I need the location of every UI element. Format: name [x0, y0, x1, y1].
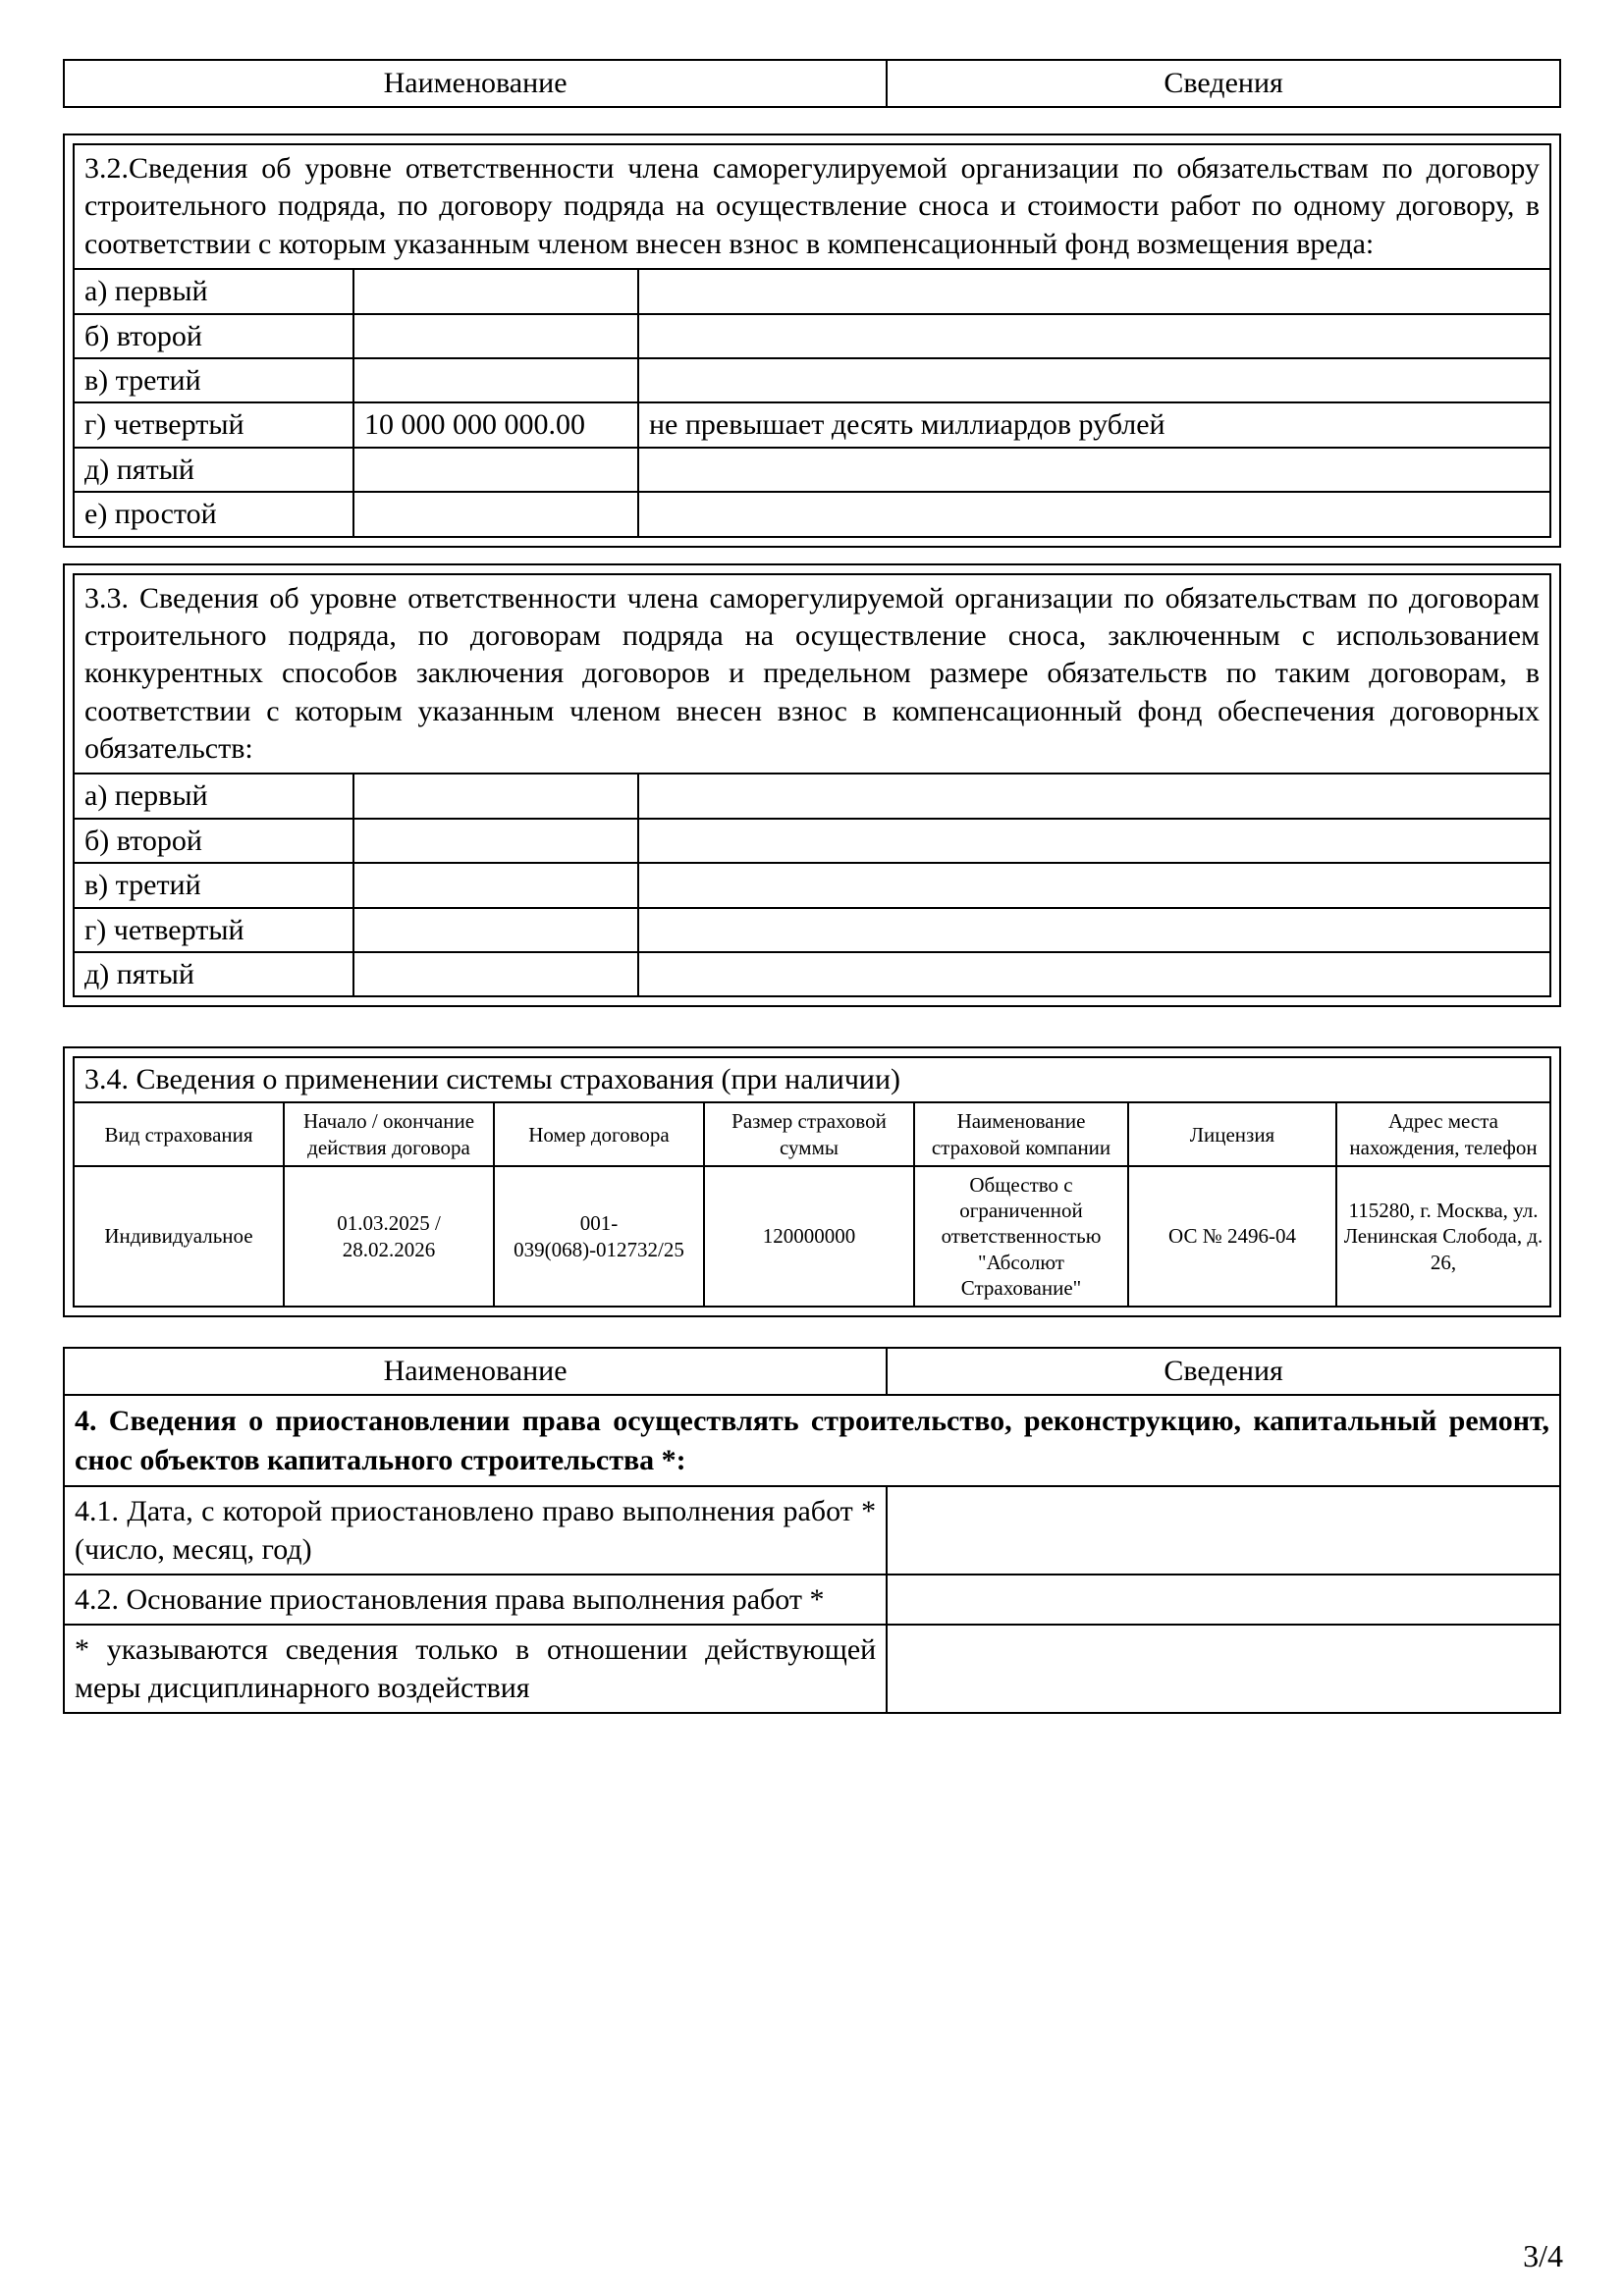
column-header-name: Наименование	[64, 1348, 887, 1395]
level-row	[74, 448, 1550, 492]
level-note-cell	[638, 492, 1550, 536]
level-note-cell	[638, 863, 1550, 907]
footnote-row	[64, 1625, 1560, 1713]
insurance-header-amount: Размер страховой суммы	[704, 1102, 914, 1166]
section-3-4-title: 3.4. Сведения о применении системы страхования (при наличии)	[74, 1057, 1550, 1102]
table-row	[74, 1057, 1550, 1102]
insurance-company-cell: Общество с ограниченной ответственностью "Абсолют Страхование"	[914, 1166, 1128, 1307]
insurance-address-cell: 115280, г. Москва, ул. Ленинская Слобода, д. 26,	[1336, 1166, 1550, 1307]
level-label-cell: г) четвертый	[74, 402, 353, 447]
level-row	[74, 908, 1550, 952]
level-value-cell	[353, 269, 638, 313]
level-row	[74, 952, 1550, 996]
level-row	[74, 358, 1550, 402]
insurance-header-row	[74, 1102, 1550, 1166]
row-value-cell	[887, 1575, 1560, 1625]
level-note-cell	[638, 908, 1550, 952]
level-note-cell: не превышает десять миллиардов рублей	[638, 402, 1550, 447]
suspension-date-row	[64, 1486, 1560, 1575]
level-note-cell	[638, 952, 1550, 996]
level-label-cell: б) второй	[74, 819, 353, 863]
insurance-table	[73, 1056, 1551, 1308]
insurance-license-cell: ОС № 2496-04	[1128, 1166, 1336, 1307]
level-value-cell	[353, 358, 638, 402]
insurance-header-license: Лицензия	[1128, 1102, 1336, 1166]
level-label-cell: а) первый	[74, 269, 353, 313]
level-value-cell	[353, 952, 638, 996]
level-row	[74, 314, 1550, 358]
section-3-4-box	[63, 1046, 1561, 1317]
level-label-cell: д) пятый	[74, 952, 353, 996]
level-label-cell: е) простой	[74, 492, 353, 536]
table-row	[64, 60, 1560, 107]
level-label-cell: в) третий	[74, 863, 353, 907]
level-value-cell	[353, 863, 638, 907]
section-3-2-box	[63, 133, 1561, 548]
level-label-cell: г) четвертый	[74, 908, 353, 952]
insurance-data-row	[74, 1166, 1550, 1307]
level-note-cell	[638, 314, 1550, 358]
level-value-cell	[353, 314, 638, 358]
level-value-cell	[353, 492, 638, 536]
column-header-name: Наименование	[64, 60, 887, 107]
section-4-table	[63, 1347, 1561, 1714]
insurance-header-contract: Номер договора	[494, 1102, 704, 1166]
page-number: 3/4	[1523, 2238, 1563, 2273]
section-3-3-title: 3.3. Сведения об уровне ответственности члена саморегулируемой организации по обязательствам по договорам строительного подряда, по договорам подряда на осуществление сноса, заключенным с использованием конкурентных способов заключения договоров и предельном размере обязательств по таким договорам, в соответствии с которым указанным членом внесен взнос в компенсационный фонд обеспечения договорных обязательств:	[74, 574, 1550, 774]
level-note-cell	[638, 774, 1550, 818]
row-label-cell: 4.2. Основание приостановления права выполнения работ *	[64, 1575, 887, 1625]
insurance-type-cell: Индивидуальное	[74, 1166, 284, 1307]
row-value-cell	[887, 1486, 1560, 1575]
column-header-details: Сведения	[887, 60, 1560, 107]
level-note-cell	[638, 448, 1550, 492]
level-value-cell	[353, 448, 638, 492]
insurance-contract-cell: 001-039(068)-012732/25	[494, 1166, 704, 1307]
row-value-cell	[887, 1625, 1560, 1713]
level-value-cell	[353, 908, 638, 952]
level-label-cell: а) первый	[74, 774, 353, 818]
level-value-cell: 10 000 000 000.00	[353, 402, 638, 447]
level-row	[74, 819, 1550, 863]
level-note-cell	[638, 358, 1550, 402]
level-row	[74, 492, 1550, 536]
section-3-2-title: 3.2.Сведения об уровне ответственности члена саморегулируемой организации по обязательствам по договору строительного подряда, по договору подряда на осуществление сноса и стоимости работ по одному договору, в соответствии с которым указанным членом внесен взнос в компенсационный фонд возмещения вреда:	[74, 144, 1550, 269]
level-label-cell: д) пятый	[74, 448, 353, 492]
level-value-cell	[353, 774, 638, 818]
level-row	[74, 863, 1550, 907]
section-3-3-box	[63, 563, 1561, 1008]
table-row	[74, 144, 1550, 269]
level-row	[74, 774, 1550, 818]
insurance-header-type: Вид страхования	[74, 1102, 284, 1166]
level-value-cell	[353, 819, 638, 863]
section-4-title: 4. Сведения о приостановлении права осуществлять строительство, реконструкцию, капитальный ремонт, снос объектов капитального строительства *:	[64, 1395, 1560, 1486]
row-label-cell: 4.1. Дата, с которой приостановлено право выполнения работ * (число, месяц, год)	[64, 1486, 887, 1575]
level-note-cell	[638, 269, 1550, 313]
table-row	[64, 1395, 1560, 1486]
level-label-cell: б) второй	[74, 314, 353, 358]
level-note-cell	[638, 819, 1550, 863]
row-label-cell: * указываются сведения только в отношении действующей меры дисциплинарного воздействия	[64, 1625, 887, 1713]
insurance-header-period: Начало / окончание действия договора	[284, 1102, 494, 1166]
section-3-2-table	[73, 143, 1551, 538]
insurance-header-company: Наименование страховой компании	[914, 1102, 1128, 1166]
insurance-header-address: Адрес места нахождения, телефон	[1336, 1102, 1550, 1166]
level-row	[74, 402, 1550, 447]
suspension-reason-row	[64, 1575, 1560, 1625]
top-header-table	[63, 59, 1561, 108]
insurance-amount-cell: 120000000	[704, 1166, 914, 1307]
table-row	[74, 574, 1550, 774]
section-3-3-table	[73, 573, 1551, 998]
insurance-period-cell: 01.03.2025 / 28.02.2026	[284, 1166, 494, 1307]
level-label-cell: в) третий	[74, 358, 353, 402]
table-row	[64, 1348, 1560, 1395]
level-row	[74, 269, 1550, 313]
column-header-details: Сведения	[887, 1348, 1560, 1395]
